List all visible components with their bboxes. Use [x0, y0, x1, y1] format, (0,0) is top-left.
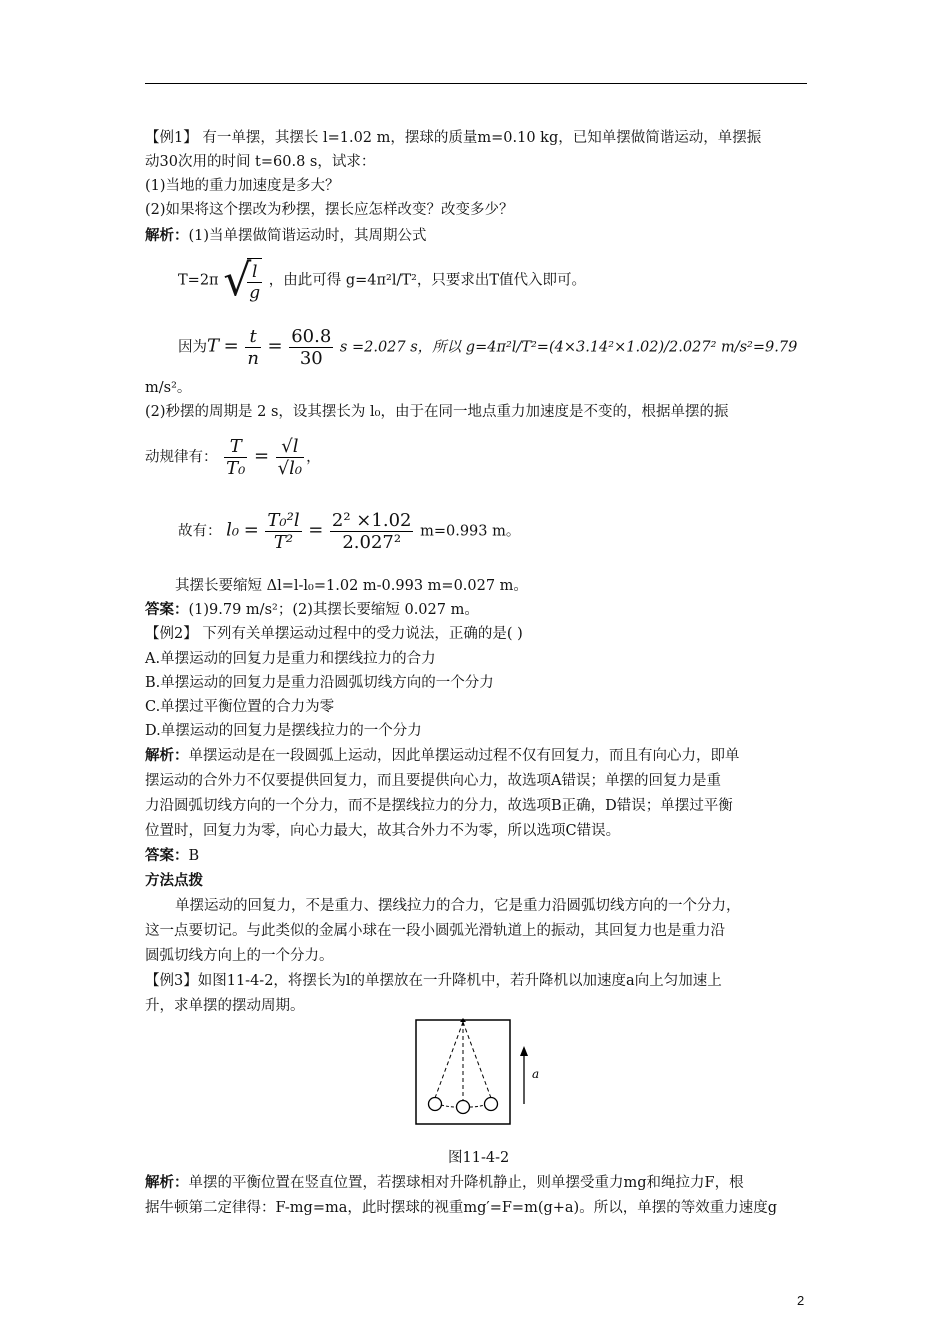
bob-left	[429, 1098, 442, 1111]
formula-den: g	[249, 283, 261, 303]
value-num: 60.8	[291, 326, 332, 347]
l0-symbol: l₀	[226, 519, 240, 541]
t-over-n	[245, 326, 261, 369]
ex1-answer	[145, 600, 479, 620]
sqrt-sign: √	[223, 254, 252, 306]
n-den: n	[247, 348, 259, 369]
part2b-label: 动规律有：	[145, 449, 218, 466]
ex1-line1: 【例1】 有一单摆，其摆长 l=1.02 m，摆球的质量m=0.10 kg，已知单摆做简谐运动，单摆振	[145, 130, 762, 146]
because-label: 因为	[178, 339, 207, 356]
ratio-T: T	[224, 436, 247, 458]
l0-value-fraction	[330, 510, 414, 553]
pendulum-string-right	[463, 1022, 491, 1098]
ex2-option-a: A.单摆运动的回复力是重力和摆线拉力的合力	[145, 651, 436, 667]
formula-num: l	[247, 262, 262, 283]
solution-label: 解析：	[145, 747, 189, 764]
ratio-l: √l	[276, 436, 304, 458]
formula-text: ，由此可得 g=4π²l/T²，只要求出T值代入即可。	[268, 272, 587, 289]
ex1-solution-intro	[145, 226, 427, 246]
answer-text: B	[188, 848, 200, 864]
ex2-solution-4: 位置时，回复力为零，向心力最大，故其合外力不为零，所以选项C错误。	[145, 823, 621, 839]
l-ratio	[276, 436, 304, 479]
part2-line: (2)秒摆的周期是 2 s，设其摆长为 l₀，由于在同一地点重力加速度是不变的，根据单摆的振	[145, 404, 729, 420]
answer-label: 答案：	[145, 847, 189, 864]
answer-text: (1)9.79 m/s²；(2)其摆长要缩短 0.027 m。	[188, 602, 479, 618]
ex2-answer	[145, 846, 199, 866]
calc-rest: s =2.027 s，所以 g=4π²l/T²=(4×3.14²×1.02)/2.027² m/s²=9.79	[339, 339, 798, 356]
ex2-option-c: C.单摆过平衡位置的合力为零	[145, 699, 335, 715]
ex1-line2: 动30次用的时间 t=60.8 s，试求：	[145, 154, 376, 170]
ex1-question1: (1)当地的重力加速度是多大？	[145, 178, 340, 194]
pendulum-string-left	[435, 1022, 463, 1098]
period-calc: 因为T = $\frac{t}{n}$ = $\frac{60.8}{30}$ s =2.027 s，所以 g=4π²l/T²=(4×3.14²×1.02)/2.027² m/s²=9.79	[178, 326, 798, 369]
method-line3: 圆弧切线方向上的一个分力。	[145, 948, 334, 964]
solution-label: 解析：	[145, 227, 189, 244]
solution-text: (1)当单摆做简谐运动时，其周期公式	[188, 228, 427, 244]
ex2-solution-1	[145, 746, 740, 766]
page-number: 2	[797, 1293, 805, 1308]
method-line1: 单摆运动的回复力，不是重力、摆线拉力的合力，它是重力沿圆弧切线方向的一个分力，	[175, 898, 741, 914]
ex2-solution-2: 摆运动的合外力不仅要提供回复力，而且要提供向心力，故选项A错误；单摆的回复力是重	[145, 773, 721, 789]
ex3-solution-1	[145, 1173, 744, 1193]
period-formula	[178, 254, 587, 306]
acceleration-label: a	[532, 1067, 540, 1081]
value-den: 30	[299, 348, 323, 369]
formula-fraction	[247, 258, 262, 303]
l0-fraction	[265, 510, 301, 553]
ex2-solution-3: 力沿圆弧切线方向的一个分力，而不是摆线拉力的分力，故选项B正确，D错误；单摆过平衡	[145, 798, 733, 814]
l0-value-num: 2² ×1.02	[331, 510, 412, 531]
l0-den: T²	[273, 532, 294, 553]
ex2-title: 【例2】 下列有关单摆运动过程中的受力说法，正确的是( )	[145, 626, 523, 642]
ex2-option-d: D.单摆运动的回复力是摆线拉力的一个分力	[145, 723, 422, 739]
ex2-option-b: B.单摆运动的回复力是重力沿圆弧切线方向的一个分力	[145, 675, 494, 691]
ex3-line1: 【例3】如图11-4-2，将摆长为l的单摆放在一升降机中，若升降机以加速度a向上匀加速上	[145, 973, 722, 989]
therefore-label: 故有：	[178, 523, 222, 540]
T-symbol: T	[207, 335, 220, 357]
ex3-solution-2: 据牛顿第二定律得：F-mg=ma，此时摆球的视重mg′=F=m(g+a)。所以，单摆的等效重力速度g	[145, 1200, 777, 1216]
l0-equation: 故有： l₀ = $\frac{\text{T₀²l}}{\text{T²}}$ = $\frac{\text{2² ×1.02}}{\text{2.027²}}$ m=0.993 m。	[178, 510, 521, 553]
shorten-line: 其摆长要缩短 Δl=l-l₀=1.02 m-0.993 m=0.027 m。	[175, 578, 528, 594]
ratio-l0: √l₀	[277, 458, 303, 479]
pendulum-elevator-diagram	[413, 1018, 545, 1128]
formula-prefix: T=2π	[178, 272, 219, 289]
method-heading: 方法点拨	[145, 872, 203, 889]
bob-right	[485, 1098, 498, 1111]
solution-label: 解析：	[145, 1174, 189, 1191]
answer-label: 答案：	[145, 601, 189, 618]
figure-caption: 图11-4-2	[448, 1150, 510, 1166]
t-num: t	[245, 326, 261, 348]
bob-center	[457, 1101, 470, 1114]
value-fraction	[289, 326, 333, 369]
unit-line: m/s²。	[145, 380, 192, 396]
header-rule	[145, 83, 807, 84]
ratio-T0: T₀	[226, 458, 246, 479]
l0-result: m=0.993 m。	[420, 523, 521, 540]
solution-text: 单摆运动是在一段圆弧上运动，因此单摆运动过程不仅有回复力，而且有向心力，即单	[188, 748, 740, 764]
solution-text: 单摆的平衡位置在竖直位置，若摆球相对升降机静止，则单摆受重力mg和绳拉力F，根	[188, 1175, 744, 1191]
ex3-line2: 升，求单摆的摆动周期。	[145, 998, 305, 1014]
method-line2: 这一点要切记。与此类似的金属小球在一段小圆弧光滑轨道上的振动，其回复力也是重力沿	[145, 923, 725, 939]
arrow-head	[520, 1046, 528, 1056]
l0-value-den: 2.027²	[342, 532, 402, 553]
l0-num: T₀²l	[267, 510, 300, 531]
ratio-equation: 动规律有： $\frac{T}{\text{T₀}}$ = $\frac{√l}{\text{√l₀}}$ ，	[145, 436, 321, 479]
ex1-question2: (2)如果将这个摆改为秒摆，摆长应怎样改变？改变多少？	[145, 202, 514, 218]
T-ratio	[224, 436, 247, 479]
